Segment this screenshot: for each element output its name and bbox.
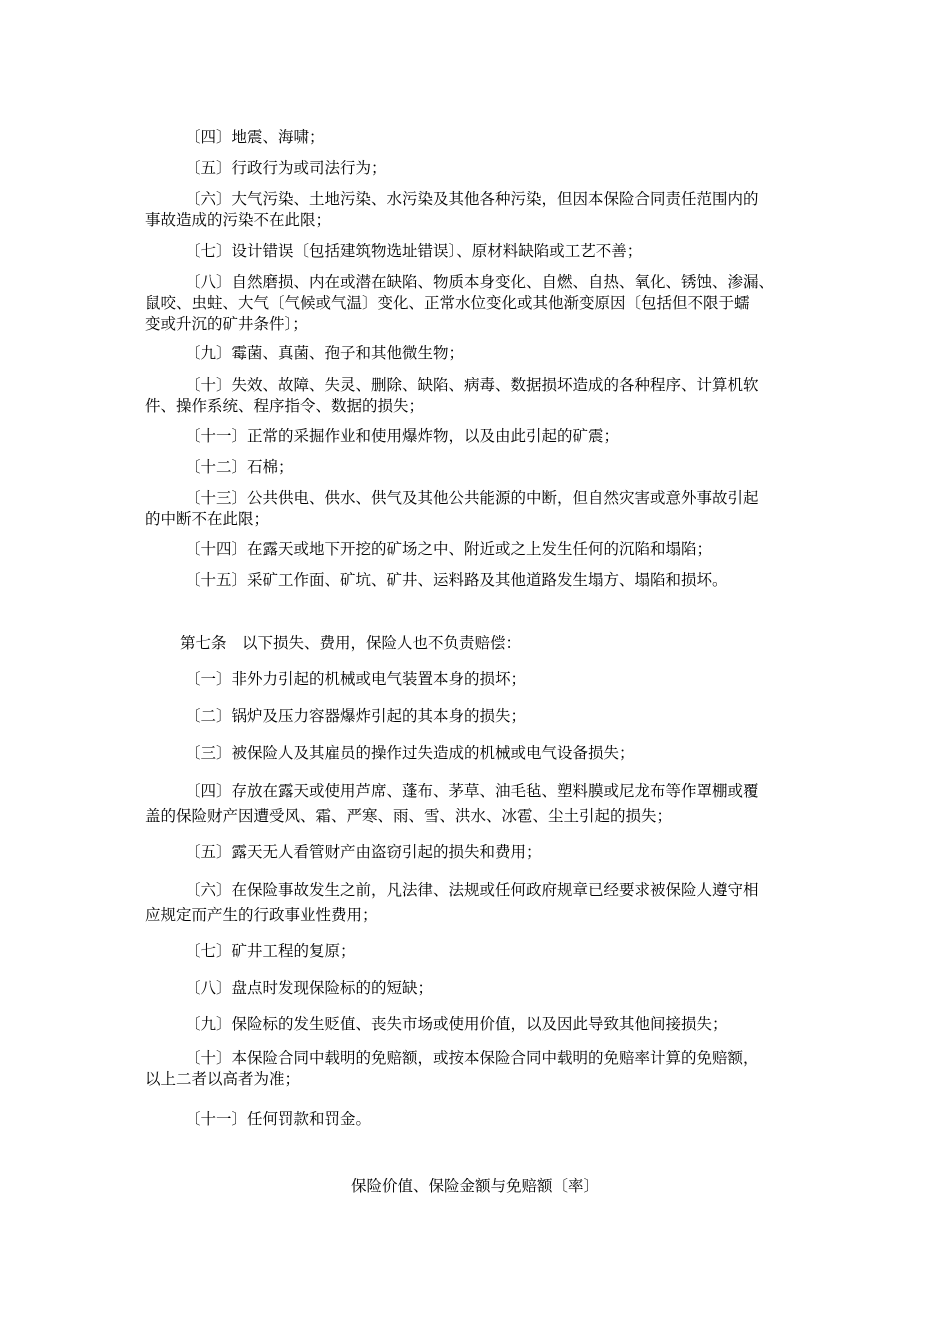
clause-line: 〔十〕本保险合同中载明的免赔额，或按本保险合同中载明的免赔率计算的免赔额， [185,1049,759,1067]
clause-item [145,488,810,530]
clause-item: 〔九〕保险标的发生贬值、丧失市场或使用价值，以及因此导致其他间接损失； [185,1015,728,1033]
clause-item: 〔十五〕采矿工作面、矿坑、矿井、运料路及其他道路发生塌方、塌陷和损坏。 [185,571,728,589]
clause-item: 〔一〕非外力引起的机械或电气装置本身的损坏； [185,670,527,688]
article-heading: 第七条 以下损失、费用，保险人也不负责赔偿： [180,634,522,652]
clause-item: 〔七〕矿井工程的复原； [185,942,356,960]
section-title: 保险价值、保险金额与免赔额〔率〕 [350,1177,599,1195]
clause-item: 〔九〕霉菌、真菌、孢子和其他微生物； [185,344,465,362]
clause-line: 〔六〕大气污染、土地污染、水污染及其他各种污染，但因本保险合同责任范围内的 [185,190,759,208]
clause-line: 〔十三〕公共供电、供水、供气及其他公共能源的中断，但自然灾害或意外事故引起 [185,489,759,507]
clause-line: 变或升沉的矿井条件〕； [145,315,308,333]
clause-line: 〔六〕在保险事故发生之前，凡法律、法规或任何政府规章已经要求被保险人遵守相 [185,881,759,899]
clause-item: 〔十四〕在露天或地下开挖的矿场之中、附近或之上发生任何的沉陷和塌陷； [185,540,713,558]
clause-line: 〔十〕失效、故障、失灵、删除、缺陷、病毒、数据损坏造成的各种程序、计算机软 [185,376,759,394]
clause-item: 〔八〕盘点时发现保险标的的短缺； [185,979,434,997]
clause-item: 〔四〕地震、海啸； [185,128,325,146]
clause-item: 〔二〕锅炉及压力容器爆炸引起的其本身的损失； [185,707,527,725]
clause-item [145,1048,810,1090]
clause-item: 〔七〕设计错误〔包括建筑物选址错误〕、原材料缺陷或工艺不善； [185,242,643,260]
clause-item: 〔三〕被保险人及其雇员的操作过失造成的机械或电气设备损失； [185,744,635,762]
clause-item: 〔十二〕石棉； [185,458,294,476]
clause-line: 以上二者以高者为准； [145,1070,301,1088]
clause-item [145,375,810,417]
clause-item: 〔十一〕正常的采掘作业和使用爆炸物，以及由此引起的矿震； [185,427,620,445]
clause-item: 〔五〕行政行为或司法行为； [185,159,387,177]
clause-item [145,272,810,335]
clause-item: 〔五〕露天无人看管财产由盗窃引起的损失和费用； [185,843,542,861]
clause-item [145,779,810,829]
clause-item: 〔十一〕任何罚款和罚金。 [185,1110,372,1128]
clause-item [145,878,810,928]
clause-line: 件、操作系统、程序指令、数据的损失； [145,397,425,415]
clause-line: 〔八〕自然磨损、内在或潜在缺陷、物质本身变化、自燃、自热、氧化、锈蚀、渗漏、 [185,273,775,291]
clause-line: 〔四〕存放在露天或使用芦席、蓬布、茅草、油毛毡、塑料膜或尼龙布等作罩棚或覆 [185,782,759,800]
clause-line: 应规定而产生的行政事业性费用； [145,906,378,924]
clause-line: 鼠咬、虫蛀、大气〔气候或气温〕变化、正常水位变化或其他渐变原因〔包括但不限于蠕 [145,294,750,312]
clause-line: 事故造成的污染不在此限； [145,211,332,229]
clause-item [145,189,810,231]
clause-line: 盖的保险财产因遭受风、霜、严寒、雨、雪、洪水、冰雹、尘土引起的损失； [145,807,673,825]
clause-line: 的中断不在此限； [145,510,270,528]
